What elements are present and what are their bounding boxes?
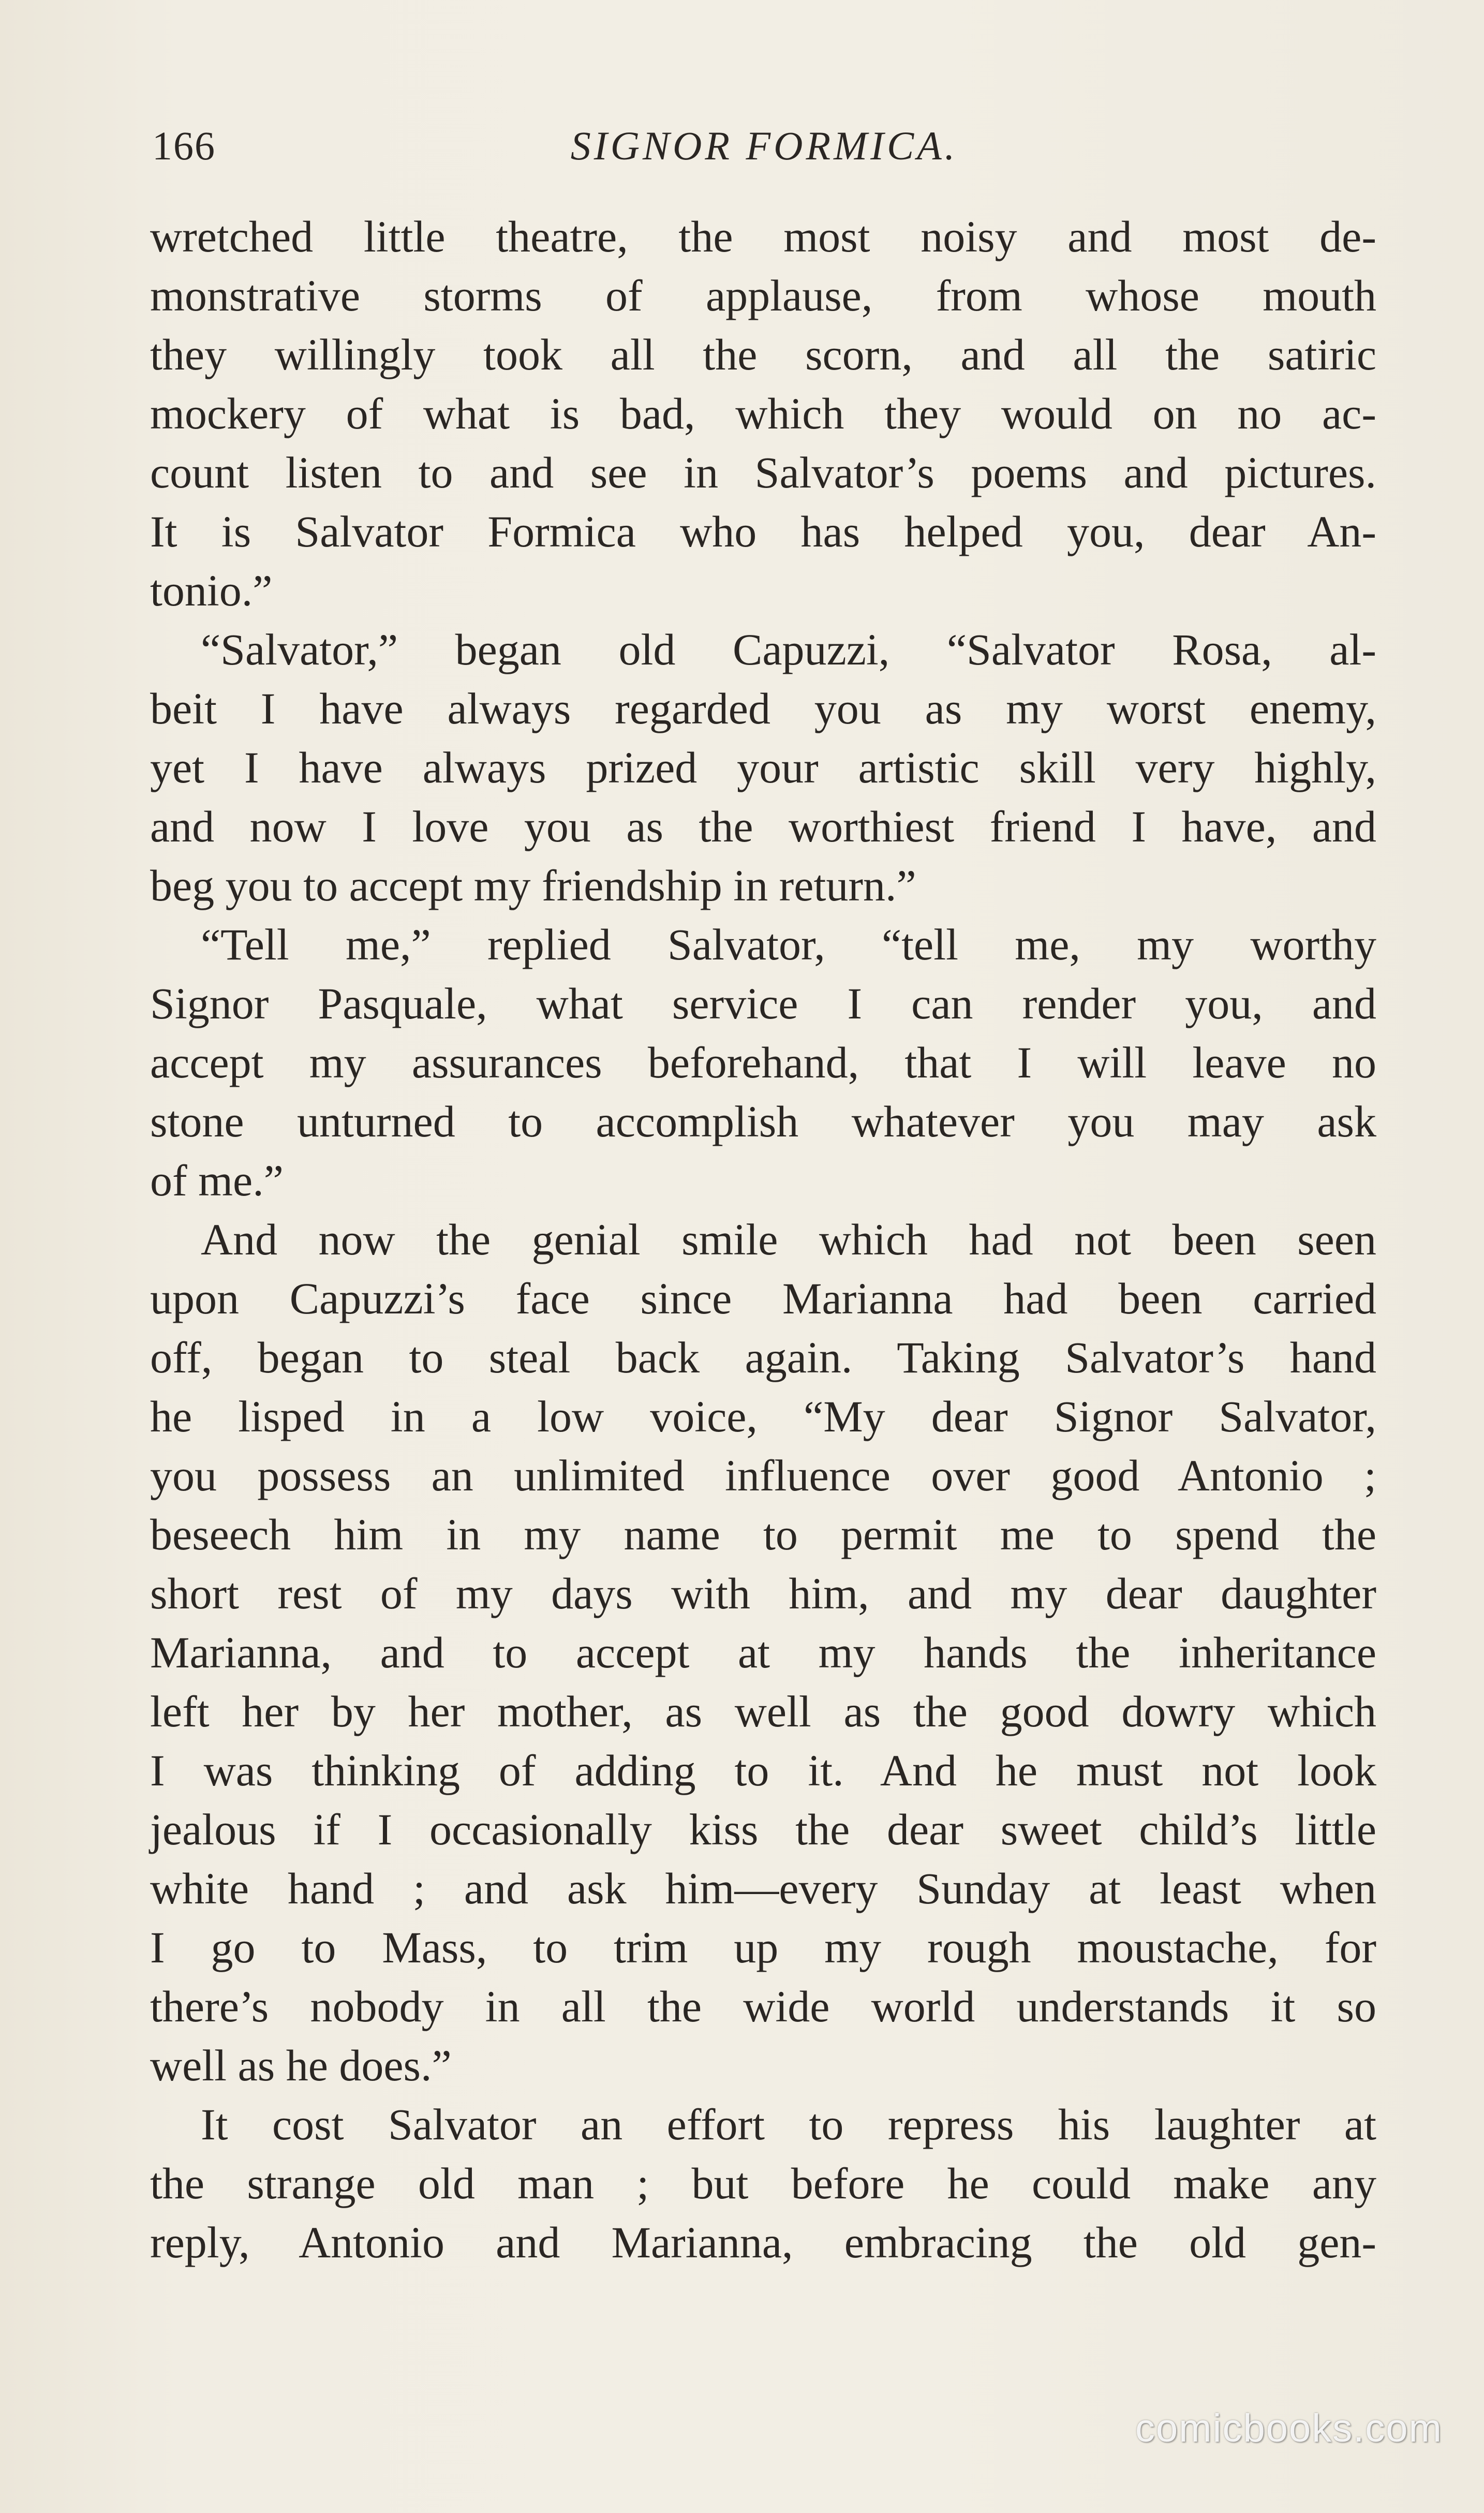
text-line: well as he does.” (150, 2041, 452, 2090)
text-line: and now I love you as the worthiest friend I have, and (150, 802, 1376, 851)
text-line: off, began to steal back again. Taking Salvator’s hand (150, 1333, 1376, 1382)
text-line: tonio.” (150, 566, 273, 615)
text-line: beg you to accept my friendship in return.” (150, 861, 916, 910)
text-line: stone unturned to accomplish whatever you may ask (150, 1097, 1376, 1146)
text-line: And now the genial smile which had not been seen (201, 1215, 1376, 1264)
text-line: It is Salvator Formica who has helped you, dear An- (150, 507, 1376, 556)
text-line: of me.” (150, 1156, 284, 1205)
running-head (152, 115, 1376, 177)
text-line: the strange old man ; but before he could make any (150, 2159, 1376, 2208)
text-line: short rest of my days with him, and my dear daughter (150, 1569, 1376, 1618)
watermark: comicbooks.com (1135, 2406, 1443, 2450)
text-line: mockery of what is bad, which they would on no ac- (150, 389, 1376, 438)
running-title: SIGNOR FORMICA. (570, 123, 958, 168)
page-number: 166 (152, 123, 216, 168)
text-line: upon Capuzzi’s face since Marianna had been carried (150, 1274, 1376, 1323)
text-line: jealous if I occasionally kiss the dear sweet child’s little (150, 1805, 1376, 1854)
text-line: left her by her mother, as well as the good dowry which (150, 1687, 1376, 1736)
text-line: there’s nobody in all the wide world understands it so (150, 1982, 1376, 2031)
text-line: he lisped in a low voice, “My dear Signor Salvator, (150, 1392, 1376, 1441)
text-line: Signor Pasquale, what service I can render you, and (150, 979, 1376, 1028)
text-line: It cost Salvator an effort to repress his laughter at (201, 2100, 1376, 2149)
text-line: yet I have always prized your artistic skill very highly, (150, 743, 1376, 792)
text-line: count listen to and see in Salvator’s poems and pictures. (150, 448, 1376, 497)
text-line: accept my assurances beforehand, that I will leave no (150, 1038, 1376, 1087)
text-line: white hand ; and ask him—every Sunday at least when (150, 1864, 1376, 1913)
text-line: you possess an unlimited influence over good Antonio ; (150, 1451, 1376, 1500)
text-line: wretched little theatre, the most noisy and most de- (150, 212, 1376, 261)
text-line: “Salvator,” began old Capuzzi, “Salvator Rosa, al- (201, 625, 1376, 674)
body-text (150, 207, 1376, 2272)
text-line: I was thinking of adding to it. And he must not look (150, 1746, 1376, 1795)
text-line: beit I have always regarded you as my worst enemy, (150, 684, 1376, 733)
text-line: Marianna, and to accept at my hands the inheritance (150, 1628, 1376, 1677)
text-line: reply, Antonio and Marianna, embracing the old gen- (150, 2218, 1376, 2267)
text-line: they willingly took all the scorn, and all the satiric (150, 330, 1376, 379)
text-line: monstrative storms of applause, from whose mouth (150, 271, 1376, 320)
text-line: beseech him in my name to permit me to spend the (150, 1510, 1376, 1559)
text-line: “Tell me,” replied Salvator, “tell me, my worthy (201, 920, 1376, 969)
text-line: I go to Mass, to trim up my rough moustache, for (150, 1923, 1376, 1972)
